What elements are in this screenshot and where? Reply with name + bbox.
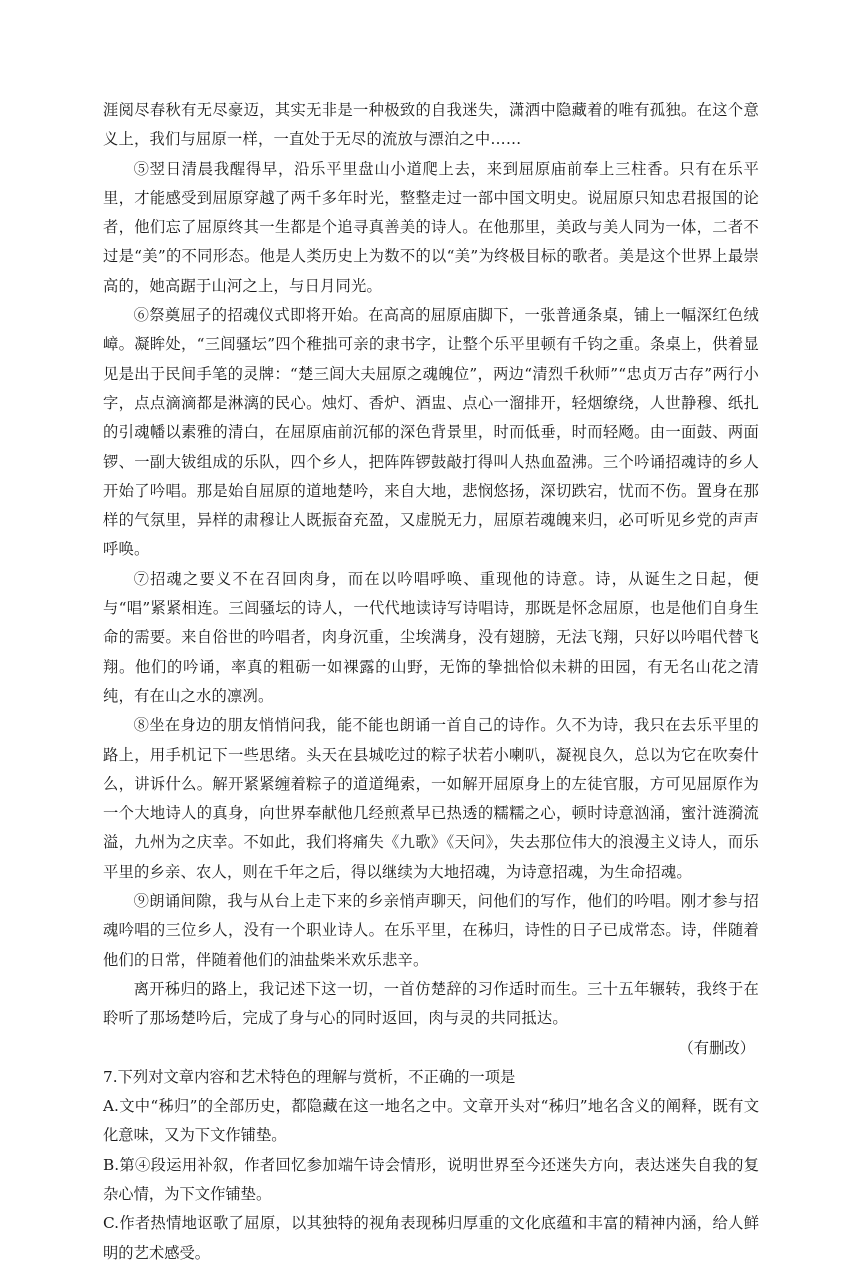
paragraph-7: ⑦招魂之要义不在召回肉身，而在以吟唱呼唤、重现他的诗意。诗，从诞生之日起，便与“唱”紧紧相连。三闾骚坛的诗人，一代代地读诗写诗唱诗，那既是怀念屈原，也是他们自身生命的需要。来自俗世的吟唱者，肉身沉重，尘埃满身，没有翅膀，无法飞翔，只好以吟唱代替飞翔。他们的吟诵，率真的粗砺一如裸露的山野，无饰的挚拙恰似未耕的田园，有无名山花之清纯，有在山之水的凛冽。	[103, 569, 759, 705]
paragraph-6: ⑥祭奠屈子的招魂仪式即将开始。在高高的屈原庙脚下，一张普通条桌，铺上一幅深红色绒嶂。凝眸处，“三闾骚坛”四个稚拙可亲的隶书字，让整个乐平里顿有千钧之重。条桌上，供着显见是出于民间手笔的灵牌：“楚三闾大夫屈原之魂魄位”，两边“清烈千秋师”“忠贞万古存”两行小字，点点滴滴都是淋漓的民心。烛灯、香炉、酒盅、点心一溜排开，轻烟缭绕，人世静穆、纸扎的引魂幡以素雅的清白，在屈原庙前沉郁的深色背景里，时而低垂，时而轻飏。由一面鼓、两面锣、一副大钹组成的乐队，四个乡人，把阵阵锣鼓敲打得叫人热血盈沸。三个吟诵招魂诗的乡人开始了吟唱。那是始自屈原的道地楚吟，来自大地，悲悯悠扬，深切跌宕，忧而不伤。置身在那样的气氛里，异样的肃穆让人既振奋充盈，又虚脱无力，屈原若魂魄来归，必可听见乡党的声声呼唤。	[103, 306, 759, 559]
option-b: B.第④段运用补叙，作者回忆参加端午诗会情形，说明世界至今还迷失方向，表达迷失自我的复杂心情，为下文作铺垫。	[103, 1155, 759, 1203]
question-stem: 7.下列对文章内容和艺术特色的理解与赏析，不正确的一项是	[103, 1067, 516, 1086]
paragraph-continued: 涯阅尽春秋有无尽豪迈，其实无非是一种极致的自我迷失，潇洒中隐藏着的唯有孤独。在这个意义上，我们与屈原一样，一直处于无尽的流放与漂泊之中……	[103, 101, 759, 149]
option-a: A.文中“秭归”的全部历史，都隐藏在这一地名之中。文章开头对“秭归”地名含义的阐释，既有文化意味，又为下文作铺垫。	[103, 1097, 759, 1145]
paragraph-closing: 离开秭归的路上，我记述下这一切，一首仿楚辞的习作适时而生。三十五年辗转，我终于在聆听了那场楚吟后，完成了身与心的同时返回，肉与灵的共同抵达。	[103, 979, 759, 1028]
option-c: C.作者热情地讴歌了屈原，以其独特的视角表现秭归厚重的文化底蕴和丰富的精神内涵，给人鲜明的艺术感受。	[103, 1214, 759, 1262]
document-page	[103, 96, 759, 1268]
source-note: （有删改）	[678, 1038, 755, 1057]
paragraph-9: ⑨朗诵间隙，我与从台上走下来的乡亲悄声聊天，问他们的写作，他们的吟唱。刚才参与招魂吟唱的三位乡人，没有一个职业诗人。在乐平里，在秭归，诗性的日子已成常态。诗，伴随着他们的日常，伴随着他们的油盐柴米欢乐悲辛。	[103, 892, 759, 969]
paragraph-5: ⑤翌日清晨我醒得早，沿乐平里盘山小道爬上去，来到屈原庙前奉上三柱香。只有在乐平里，才能感受到屈原穿越了两千多年时光，整整走过一部中国文明史。说屈原只知忠君报国的论者，他们忘了屈原终其一生都是个追寻真善美的诗人。在他那里，美政与美人同为一体，二者不过是“美”的不同形态。他是人类历史上为数不的以“美”为终极目标的歌者。美是这个世界上最崇高的，她高踞于山河之上，与日月同光。	[103, 159, 759, 295]
paragraph-8: ⑧坐在身边的朋友悄悄问我，能不能也朗诵一首自己的诗作。久不为诗，我只在去乐平里的路上，用手机记下一些思绪。头天在县城吃过的粽子状若小喇叭，凝视良久，总以为它在吹奏什么，讲诉什么。解开紧紧缠着粽子的道道绳索，一如解开屈原身上的左徒官服，方可见屈原作为一个大地诗人的真身，向世界奉献他几经煎煮早已热透的糯糯之心，顿时诗意汹涌，蜜汁涟漪流溢，九州为之庆幸。不如此，我们将痛失《九歌》《天问》，失去那位伟大的浪漫主义诗人，而乐平里的乡亲、农人，则在千年之后，得以继续为大地招魂，为诗意招魂，为生命招魂。	[103, 716, 759, 881]
